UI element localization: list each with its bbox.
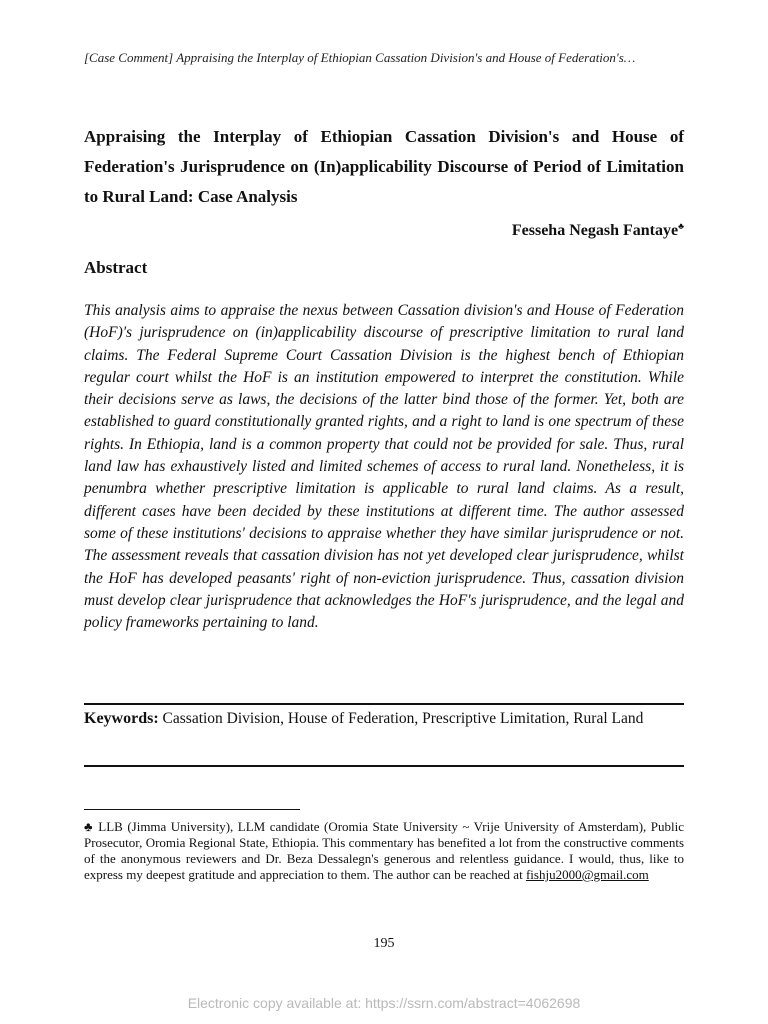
author-footnote [84, 819, 684, 883]
article-title: Appraising the Interplay of Ethiopian Cassation Division's and House of Federation's Jurisprudence on (In)applicability Discourse of Period of Limitation to Rural Land: Case Analysis [84, 127, 684, 206]
ssrn-notice: Electronic copy available at: https://ssrn.com/abstract=4062698 [187, 995, 581, 1011]
footnote-mark: ♣ [84, 819, 94, 834]
abstract-body: This analysis aims to appraise the nexus between Cassation division's and House of Federation (HoF)'s jurisprudence on (in)applicability discourse of prescriptive limitation to rural land claims. The Federal Supreme Court Cassation Division is the highest bench of Ethiopian regular court whilst the HoF is an institution empowered to interpret the constitution. While their decisions serve as laws, the decisions of the latter bind those of the former. Yet, both are established to guard constitutionally granted rights, and a right to land is one spectrum of these rights. In Ethiopia, land is a common property that could not be provided for sale. Thus, rural land law has exhaustively listed and limited schemes of access to rural land. Nonetheless, it is penumbra whether prescriptive limitation is applicable to rural land claims. As a result, different cases have been decided by these institutions at different time. The author assessed some of these institutions' decisions to appraise whether they have similar jurisprudence or not. The assessment reveals that cassation division has not yet developed clear jurisprudence, whilst the HoF has developed peasants' right of non-eviction jurisprudence. Thus, cassation division must develop clear jurisprudence that acknowledges the HoF's jurisprudence, and the legal and policy frameworks pertaining to land. [84, 302, 684, 632]
footnote-text: LLB (Jimma University), LLM candidate (Oromia State University ~ Vrije University of Amsterdam), Public Prosecutor, Oromia Regional State, Ethiopia. This commentary has benefited a lot from the constructive comments of the anonymous reviewers and Dr. Beza Dessalegn's generous and relentless guidance. I would, thus, like to express my deepest gratitude and appreciation to them. The author can be reached at [84, 819, 685, 882]
keywords-label: Keywords: [84, 710, 159, 727]
page-number: 195 [373, 936, 395, 951]
keywords-text: Cassation Division, House of Federation, Prescriptive Limitation, Rural Land [162, 710, 644, 727]
author-footnote-mark: ♣ [678, 221, 684, 231]
running-head: [Case Comment] Appraising the Interplay of Ethiopian Cassation Division's and House of Federation's… [84, 50, 636, 65]
author-line [84, 213, 684, 244]
footnote-separator [84, 809, 300, 810]
author-email-link[interactable]: fishju2000@gmail.com [525, 867, 649, 882]
keywords-block [84, 703, 684, 733]
author-name: Fesseha Negash Fantaye [511, 222, 679, 239]
keywords-bottom-rule [84, 765, 684, 767]
abstract-heading: Abstract [84, 258, 148, 277]
